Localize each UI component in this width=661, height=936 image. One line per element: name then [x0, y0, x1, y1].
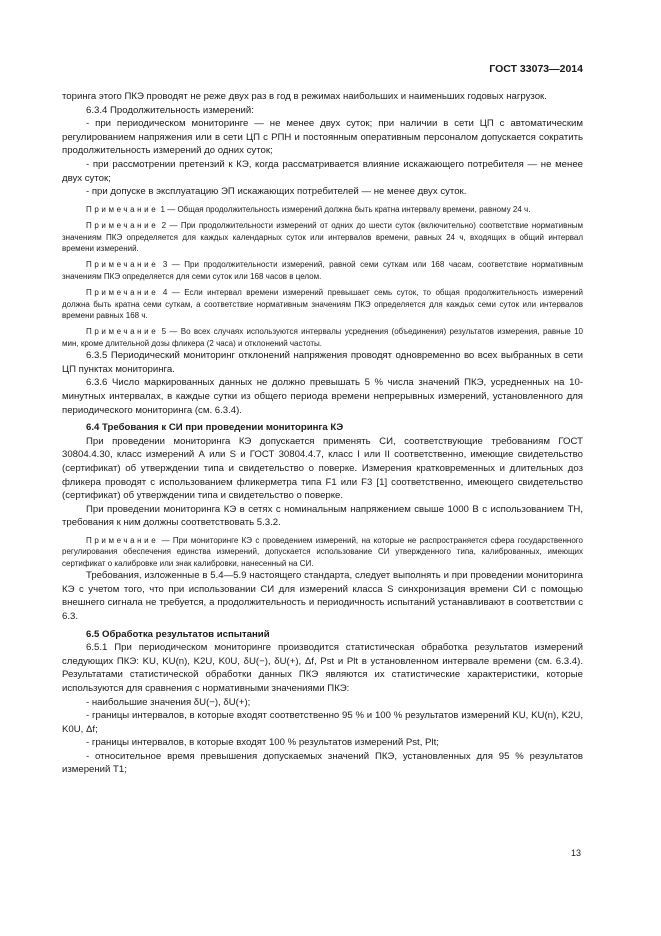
section-heading: 6.4 Требования к СИ при проведении мониторинга КЭ — [86, 422, 344, 434]
note-text: 1 — Общая продолжительность измерений должна быть кратна интервалу времени, равному 24 ч. — [160, 204, 531, 214]
page-number: 13 — [570, 848, 581, 858]
note-label: Примечание — [86, 535, 159, 545]
body-paragraph: 6.3.5 Периодический мониторинг отклонений напряжения проводят одновременно во всех выбранных в сети ЦП пунктах мониторинга. — [62, 350, 583, 375]
body-paragraph: При проведении мониторинга КЭ допускается применять СИ, соответствующие требованиям ГОСТ 30804.4.30, класс измерений А или S и ГОСТ 30804.4.7, класс I или II соответственно, имеющие свидетельство (сертификат) об утверждении типа и свидетельство о поверке. Измерения кратковременных и длительных доз фликера проводят с использованием фликерметра типа F1 или F3 [1] соответственно, имеющего свидетельство (сертификат) об утверждении типа и свидетельство о поверке. — [62, 435, 583, 502]
note-text: 2 — При продолжительности измерений от одних до шести суток (включительно) соответствие нормативным значениям ПКЭ определяется для каждых календарных суток или интервалов времени, равных 24 ч, входящих в общий интервал времени измерений. — [62, 221, 583, 253]
note-text: 4 — Если интервал времени измерений превышает семь суток, то общая продолжительность измерений должна быть кратна семи суткам, а соответствие нормативным значениям ПКЭ определяется для каждых семи суток или интервалов времени равных 168 ч. — [62, 288, 583, 320]
note-text: — При мониторинге КЭ с проведением измерений, на которые не распространяется сфера государственного регулирования обеспечения единства измерений, допускается использование СИ утвержденного типа, калиброванных, имеющих сертификат о калибровке или знак калибровки, нанесенный на СИ. — [62, 535, 583, 568]
note-label: Примечание — [86, 260, 159, 270]
note-label: Примечание — [86, 327, 159, 337]
body-paragraph: 6.3.6 Число маркированных данных не должно превышать 5 % числа значений ПКЭ, усредненных на 10-минутных интервалах, в каждые сутки из общего периода времени непрерывных измерений, установленного для периодического мониторинга (см. 6.3.4). — [62, 377, 583, 416]
note-paragraph — [62, 204, 583, 215]
section-heading: 6.5 Обработка результатов испытаний — [86, 628, 270, 640]
body-paragraph: - при периодическом мониторинге — не менее двух суток; при наличии в сети ЦП с автоматическим регулированием напряжения или в сети ЦП с РПН и постоянным оперативным персоналом допускается сократить продолжительность измерений до одних суток; — [62, 118, 583, 157]
body-paragraph: - при рассмотрении претензий к КЭ, когда рассматривается влияние искажающего потребителя — не менее двух суток; — [62, 158, 583, 184]
body-paragraph: - наибольшие значения δU(−), δU(+); — [86, 696, 251, 708]
note-text: 5 — Во всех случаях используются интервалы усреднения (объединения) результатов измерения, равные 10 мин, кроме длительной дозы фликера (2 часа) и отклонений частоты. — [62, 327, 583, 348]
note-paragraph — [62, 220, 583, 254]
note-label: Примечание — [86, 204, 159, 214]
body-paragraph: 6.5.1 При периодическом мониторинге производится статистическая обработка результатов измерений следующих ПКЭ: KU, KU(n), K2U, K0U, δU(−), δU(+), Δf, Pst и Plt в установленном интервале времени (см. 6.3.4). Результатами статистической обработки данных ПКЭ являются их статистические характеристики, которые используются для сравнения с нормативными значениями ПКЭ: — [62, 642, 583, 694]
body-paragraph: - границы интервалов, в которые входят 100 % результатов измерений Pst, Plt; — [86, 737, 439, 749]
body-paragraph: - относительное время превышения допускаемых значений ПКЭ, установленных для 95 % результатов измерений T1; — [62, 750, 583, 776]
body-paragraph: 6.3.4 Продолжительность измерений: — [86, 104, 254, 116]
document-body — [62, 90, 583, 777]
body-paragraph: Требования, изложенные в 5.4—5.9 настоящего стандарта, следует выполнять и при проведении мониторинга КЭ с учетом того, что при использовании СИ для измерений класса S синхронизация времени СИ с помощью внешнего сигнала не требуется, а продолжительность и периодичность испытаний устанавливают в соответствии с 6.3. — [62, 570, 583, 622]
body-paragraph: торинга этого ПКЭ проводят не реже двух раз в год в режимах наибольших и наименьших годовых нагрузок. — [62, 91, 547, 102]
note-text: 3 — При продолжительности измерений, равной семи суткам или 168 часам, соответствие нормативным значениям ПКЭ определяется для семи суток или 168 часов в целом. — [62, 260, 583, 281]
note-paragraph — [62, 326, 583, 349]
note-paragraph — [62, 259, 583, 282]
body-paragraph: - при допуске в эксплуатацию ЭП искажающих потребителей — не менее двух суток. — [86, 186, 467, 198]
note-paragraph — [62, 287, 583, 321]
note-paragraph — [62, 535, 583, 569]
body-paragraph: - границы интервалов, в которые входят соответственно 95 % и 100 % результатов измерений KU, KU(n), K2U, K0U, Δf; — [62, 710, 583, 735]
body-paragraph: При проведении мониторинга КЭ в сетях с номинальным напряжением свыше 1000 В с использованием ТН, требования к ним должны соответствовать 5.3.2. — [62, 503, 583, 529]
note-label: Примечание — [86, 288, 159, 298]
document-code-header: ГОСТ 33073—2014 — [489, 63, 583, 75]
note-label: Примечание — [86, 221, 159, 231]
